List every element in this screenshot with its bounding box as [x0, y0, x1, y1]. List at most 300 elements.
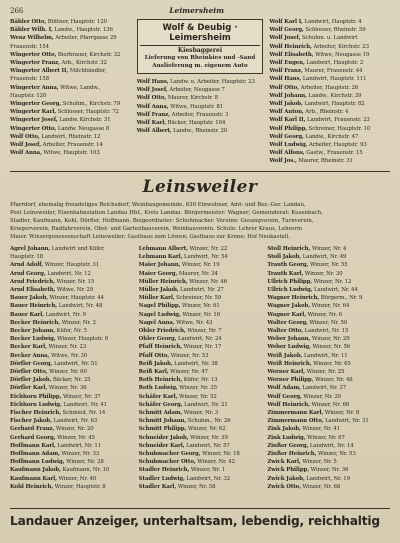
entry-details: Schuhm. u. Landwirt — [300, 35, 358, 42]
directory-entry — [267, 245, 390, 253]
entry-details: Maurer, Rheinstr. 31 — [296, 158, 353, 165]
directory-entry — [137, 103, 264, 111]
description-line: Stadler, Kaufmann, Kohl, Dörfler, Hoffmann. Beigeordneter: Schuhmacher. Vereine: Gesangverein, Turnverein, — [10, 218, 314, 224]
entry-details: Schlosser, Hauptstr. 72 — [56, 109, 119, 116]
entry-name: Bauer Karl, — [10, 311, 44, 318]
directory-entry — [139, 360, 262, 368]
entry-name: Trauth Karl, — [267, 270, 304, 277]
entry-name: Wenz Wilhelm, — [10, 35, 54, 42]
entry-details: Winzer, Hauptstr. 6 — [55, 336, 109, 343]
directory-entry — [139, 466, 262, 474]
directory-entry — [139, 376, 262, 384]
entry-name: Weber Ludwig, — [267, 344, 311, 351]
directory-entry — [10, 26, 131, 34]
entry-details: Landwirt, Nr. 27 — [178, 287, 224, 294]
entry-details: Landwirt, Nr. 21 — [182, 401, 228, 408]
directory-entry — [10, 425, 133, 433]
entry-details: Landw., Kirchstr. 47 — [303, 133, 359, 140]
directory-entry — [269, 59, 390, 67]
directory-entry — [267, 409, 390, 417]
entry-details: Winzer, Nr. 29 — [310, 336, 350, 343]
entry-details: Winzer, Nr. 62 — [186, 426, 226, 433]
entry-details: Winzer, Nr. 60 — [47, 369, 87, 376]
directory-entry — [139, 253, 262, 261]
entry-details: Winzer, Nr. 36 — [47, 385, 87, 392]
description-line: Pfarrdorf, ehemalig freiadeliges Reichsdorf, Weinbaugemeinde, 630 Einwohner, Amt- und Bez.-Ger. Landau, — [10, 202, 306, 208]
entry-name: Nagel Anna, — [138, 319, 175, 326]
directory-entry — [10, 466, 133, 474]
directory-entry — [139, 450, 262, 458]
entry-name: Ohler Friedrich, — [138, 328, 186, 335]
entry-details: Landw. u. Arbeiter, Hauptstr. 23 — [168, 79, 255, 85]
entry-details: Maurer, Kirchstr. 8 — [166, 95, 218, 102]
entry-details: Winzer, Nr. 2 — [60, 319, 96, 326]
entry-name: Weiß Jakob, — [267, 352, 303, 359]
entry-details: Maurer, Frauenstr. 44 — [302, 68, 363, 75]
entry-name: Zimmermann Karl, — [267, 410, 324, 417]
directory-entry — [269, 75, 390, 83]
entry-name: Stoll Jakob, — [267, 254, 302, 261]
entry-details: Landwirt, Hauptstr. 4 — [302, 19, 362, 25]
entry-name: Zwick Karl, — [267, 459, 301, 466]
entry-name: Arnd Georg, — [10, 270, 46, 277]
entry-details: Winzer, Nr. 7 — [185, 328, 222, 335]
entry-details: Landwirt, Nr. 11 — [55, 442, 102, 449]
entry-name: Wolf Hans, — [136, 79, 169, 85]
directory-entry — [269, 43, 390, 51]
entry-name: Hoffmann Adam, — [10, 451, 60, 458]
entry-details: Arbeiter, Pfarrgasse 29 — [53, 35, 117, 42]
entry-details: Winzer, Hauptstr. 44 — [47, 295, 104, 302]
entry-name: Walter Georg, — [267, 319, 308, 326]
directory-entry — [10, 360, 133, 368]
entry-details: Winzer, Nr. 58 — [176, 483, 216, 490]
entry-details: Winzer, Nr. 5 — [300, 459, 337, 466]
directory-entry — [269, 133, 390, 141]
entry-details: Küfer, Nr. 5 — [55, 328, 87, 335]
entry-details: Winzer, Nr. 40 — [56, 475, 97, 482]
entry-name: Wingerter Anna, — [10, 84, 59, 91]
directory-entry — [139, 352, 262, 360]
entry-name: Wolf Alfons, — [269, 150, 305, 157]
ad-firm-name: Wolf & Deubig · Leimersheim — [140, 23, 261, 46]
entry-name: Kaufmann Jakob, — [10, 467, 61, 474]
entry-name: Eichhorn Ludwig, — [10, 401, 62, 408]
directory-entry — [10, 133, 131, 141]
directory-entry — [10, 116, 131, 124]
entry-name: Wolf Otto, — [136, 95, 167, 102]
entry-name: Dörfler Georg, — [10, 360, 53, 367]
entry-details: Witwe, Nr. 30 — [49, 352, 88, 359]
directory-entry — [267, 311, 390, 319]
entry-details: Büttner, Hauptstr. 120 — [46, 19, 108, 25]
directory-entry — [10, 319, 133, 327]
entry-details: Landwirt, Nr. 19 — [304, 475, 350, 482]
entry-details: Schreiner, Nr. 59 — [174, 295, 222, 302]
entry-name: Wagner Heinrich, — [267, 295, 320, 302]
directory-entry — [139, 442, 262, 450]
entry-name: Lehmann Karl, — [138, 254, 183, 261]
entry-details: Landw. Neugasse 8 — [56, 125, 110, 132]
entry-name: Zimmermann Otto, — [267, 418, 324, 425]
entry-name: Wingerter Albert II, — [10, 68, 69, 75]
entry-name: Kaufmann Karl, — [10, 475, 57, 482]
page-title: Leimersheim — [169, 6, 225, 15]
column-top-right — [269, 18, 390, 168]
entry-name: Wolf Johann, — [269, 92, 307, 99]
description-line: Kriegerverein, Radfahrverein, Obst- und Gartenbauverein, Weinbauverein. Schule: Lehrer Kraus, Lehrerin — [10, 226, 303, 232]
directory-entry — [267, 360, 390, 368]
directory-entry — [10, 34, 131, 42]
entry-name: Becker Heinrich, — [10, 319, 61, 326]
entry-name: Agrel Johann, — [10, 246, 51, 252]
entry-details: Hauptstr. 120 — [10, 92, 47, 99]
directory-entry — [10, 384, 133, 392]
entry-details: Landwirt, Hauptstr. 111 — [301, 76, 367, 83]
entry-details: Milchhändler, — [68, 68, 107, 75]
directory-entry — [269, 18, 390, 26]
directory-entry — [269, 116, 390, 124]
entry-details: Landwirt, Nr. 54 — [182, 254, 228, 261]
directory-entry — [10, 286, 133, 294]
entry-name: Fischer Jakob, — [10, 418, 52, 425]
entry-name: Stadler Heinrich, — [138, 467, 190, 474]
entry-details: Landwirt, Nr. 31 — [323, 418, 369, 425]
directory-entry — [267, 483, 390, 491]
directory-entry — [10, 393, 133, 401]
entry-details: Winzer, Nr. 48 — [313, 377, 353, 384]
entry-details: Bäcker, Nr. 25 — [51, 377, 91, 384]
entry-name: Schneider Jakob, — [138, 434, 189, 441]
entry-details: Arbeiter, Kirchstr. 23 — [311, 43, 369, 50]
directory-entry — [139, 245, 262, 253]
directory-entry — [267, 384, 390, 392]
directory-entry — [10, 327, 133, 335]
entry-name: Wingerter Karl, — [10, 109, 57, 116]
directory-entry — [269, 51, 390, 59]
entry-name: Gerhard Georg, — [10, 434, 56, 441]
directory-entry — [139, 278, 262, 286]
entry-details: Landwirt, Nr. 49 — [301, 254, 347, 261]
directory-entry — [267, 458, 390, 466]
entry-name: Müller Jakob, — [138, 287, 179, 294]
entry-details: Witwe, Neugasse 19 — [313, 51, 370, 58]
directory-entry — [267, 352, 390, 360]
entry-name: Arnd Friedrich, — [10, 278, 55, 285]
page-number: 266 — [10, 7, 24, 15]
directory-entry — [269, 84, 390, 92]
entry-name: Wolf Hans, — [269, 76, 302, 83]
entry-name: Bauer Heinrich, — [10, 303, 58, 310]
directory-entry — [137, 127, 264, 135]
entry-details: Arbeiter, Neugasse 7 — [167, 87, 225, 94]
directory-entry — [10, 302, 133, 310]
entry-name: Arnd Adolf, — [10, 262, 44, 269]
directory-entry — [10, 43, 131, 51]
entry-details: Witwe, Hauptstr. 103 — [41, 150, 100, 157]
entry-details: Winzer, Nr. 66 — [309, 401, 350, 408]
top-section — [10, 18, 390, 168]
entry-name: Wolf Josef, — [269, 35, 301, 42]
entry-name: Gerhard Franz, — [10, 426, 55, 433]
entry-details: Winzer, Hauptstr. 8 — [53, 483, 106, 490]
entry-details: Winzer, Nr. 45 — [55, 434, 95, 441]
entry-name: Ullrich Ludwig, — [267, 287, 313, 294]
directory-entry — [10, 409, 133, 417]
directory-entry — [139, 434, 262, 442]
entry-details: Arb., Rheinstr. 4 — [303, 109, 349, 116]
column-top-left — [10, 18, 131, 168]
entry-details: Winzer, Nr. 20 — [54, 426, 94, 433]
directory-entry — [267, 319, 390, 327]
directory-entry — [269, 26, 390, 34]
directory-entry — [10, 84, 131, 92]
directory-entry — [10, 278, 133, 286]
entry-details: Landwirt, Nr. 15 — [303, 328, 349, 335]
directory-entry — [139, 425, 262, 433]
entry-details: Winzer, Nr. 53 — [169, 352, 209, 359]
entry-details: Winzer, Nr. 37 — [61, 393, 101, 400]
directory-entry — [10, 434, 133, 442]
entry-details: Winzer, Nr. 22 — [187, 246, 228, 252]
entry-name: Wolf Eugen, — [269, 60, 305, 67]
entry-name: Bähler Otto, — [10, 19, 47, 25]
entry-details: Winzer, Nr. 33 — [59, 451, 100, 458]
directory-entry — [267, 253, 390, 261]
description-line: Maier. Winzergenossenschaft Leinsweiler; Gasthaus zum Löwen; Gasthaus zur Krone; Hof Neukastell. — [10, 234, 290, 240]
directory-entry — [10, 149, 131, 157]
directory-entry — [10, 368, 133, 376]
entry-name: Dörfler Karl, — [10, 385, 48, 392]
entry-details: Winzer, Nr. 61 — [180, 303, 220, 310]
entry-name: Reiß Jakob, — [138, 360, 173, 367]
entry-details: Maurer, Nr. 34 — [177, 270, 218, 277]
entry-name: Pfaff Heinrich, — [138, 344, 183, 351]
entry-name: Bähler Wilh. I, — [10, 27, 53, 34]
entry-name: Zinßer Heinrich, — [267, 451, 317, 458]
directory-entry — [10, 401, 133, 409]
entry-details: Winzer, Nr. 30 — [303, 270, 343, 277]
entry-details: Landwirt, Nr. 63 — [51, 418, 98, 425]
entry-name: Müller Heinrich, — [138, 278, 188, 285]
entry-details: Winzer, Nr. 16 — [180, 311, 221, 318]
directory-entry — [10, 75, 131, 83]
entry-name: Schneider Karl, — [138, 442, 185, 449]
entry-details: Landwirt, Nr. 11 — [302, 352, 348, 359]
entry-details: Landwirt, Nr. 37 — [300, 385, 347, 392]
entry-name: Schäfer Georg, — [138, 401, 183, 408]
directory-entry — [267, 368, 390, 376]
directory-entry — [139, 458, 262, 466]
directory-entry — [137, 78, 264, 86]
entry-name: Schmitt Philipp, — [138, 426, 187, 433]
directory-entry — [10, 343, 133, 351]
entry-name: Zink Jakob, — [267, 426, 301, 433]
directory-entry — [10, 294, 133, 302]
directory-entry — [10, 417, 133, 425]
entry-name: Dörfler Otto, — [10, 369, 48, 376]
entry-details: Witwe, Nr. 29 — [55, 287, 94, 294]
entry-details: Hauptstr. 18 — [10, 254, 44, 261]
directory-entry — [10, 483, 133, 491]
entry-name: Bauer Jakob, — [10, 295, 48, 302]
entry-details: Winzer, Nr. 19 — [180, 262, 220, 269]
entry-name: Ullrich Philipp, — [267, 278, 313, 285]
ad-subtitle: Kiesbaggerei — [177, 47, 223, 54]
entry-details: Landw., Kirchstr. 39 — [306, 92, 362, 99]
entry-name: Becker Ludwig, — [10, 336, 56, 343]
directory-entry — [10, 67, 131, 75]
directory-entry — [267, 302, 390, 310]
directory-entry — [267, 442, 390, 450]
entry-details: Landwirt, Nr. 38 — [172, 360, 218, 367]
entry-name: Becker Anna, — [10, 352, 50, 359]
entry-details: Winzer, Nr. 1 — [189, 467, 226, 474]
town-heading: Leinsweiler — [142, 177, 258, 197]
entry-details: Landwirt, Nr. 57 — [184, 442, 230, 449]
entry-details: Winzer, Nr. 35 — [177, 385, 217, 392]
entry-details: Schuhm., Kirchstr. 79 — [61, 101, 121, 108]
directory-entry — [267, 343, 390, 351]
entry-details: Winzer, Nr. 56 — [310, 344, 351, 351]
directory-entry — [267, 327, 390, 335]
directory-entry — [139, 335, 262, 343]
directory-entry — [10, 261, 133, 269]
directory-entry — [267, 434, 390, 442]
directory-entry — [137, 94, 264, 102]
entry-details: Landwirt, Nr. 51 — [52, 360, 98, 367]
entry-name: Weiß Heinrich, — [267, 360, 312, 367]
entry-details: Winzer, Nr. 47 — [168, 369, 208, 376]
directory-entry — [139, 302, 262, 310]
directory-entry — [267, 401, 390, 409]
directory-entry — [139, 393, 262, 401]
entry-details: Winzer, Nr. 42 — [195, 459, 235, 466]
ad-line: Lieferung von Rheinkies und -Sand — [144, 55, 256, 61]
entry-details: Winzer, Nr. 17 — [182, 344, 222, 351]
entry-name: Müller Karl, — [138, 295, 175, 302]
entry-details: Landw., Hauptstr. 136 — [52, 27, 113, 34]
directory-entry — [267, 475, 390, 483]
directory-entry — [267, 294, 390, 302]
entry-details: Landwirt, Hauptstr. 2 — [304, 60, 364, 67]
directory-entry — [10, 352, 133, 360]
entry-details: Arb., Kirchstr. 32 — [59, 60, 107, 67]
entry-name: Roth Ludwig, — [138, 385, 178, 392]
entry-name: Wolf Jos., — [269, 158, 297, 165]
entry-name: Lehmann Albert, — [138, 246, 188, 252]
entry-name: Wolf Heinrich, — [267, 401, 310, 408]
entry-name: Wolf Heinrich, — [269, 43, 312, 50]
column-bottom-mid — [139, 245, 262, 493]
directory-entry — [139, 270, 262, 278]
entry-name: Schmitt Adam, — [138, 410, 183, 417]
directory-entry — [267, 376, 390, 384]
entry-details: Winzer, Nr. 68 — [300, 483, 341, 490]
entry-name: Becker Karl, — [10, 344, 47, 351]
entry-details: Witwe, Nr. 43 — [174, 319, 213, 326]
column-bottom-left — [10, 245, 133, 493]
entry-name: Hoffmann Karl, — [10, 442, 56, 449]
entry-name: Wingerter Franz, — [10, 60, 60, 67]
entry-details: Schuhm., Nr. 26 — [186, 418, 231, 425]
directory-entry — [139, 483, 262, 491]
entry-details: Arbeiter, Frauenstr. 14 — [41, 142, 103, 149]
entry-name: Zwick Philipp, — [267, 467, 309, 474]
entry-details: Winzer, Nr. 23 — [46, 344, 87, 351]
entry-name: Wagner Jakob, — [267, 303, 310, 310]
directory-entry — [267, 417, 390, 425]
entry-name: Maier Johann, — [138, 262, 181, 269]
entry-details: Landwirt, Nr. 32 — [184, 475, 231, 482]
entry-details: Landwirt, Nr. 41 — [61, 401, 107, 408]
directory-entry — [10, 311, 133, 319]
directory-entry — [269, 92, 390, 100]
description-line: Post Leinsweiler, Eisenbahnstation Landau Hbf., Kreis Landau. Bürgermeister: Wagner; Gemeinderat: Kusenbach, — [10, 210, 323, 216]
entry-details: Arbeiter, Hauptstr. 26 — [298, 84, 359, 91]
directory-entry — [269, 67, 390, 75]
entry-name: Wolf Ludwig, — [269, 142, 308, 149]
directory-entry — [269, 125, 390, 133]
entry-name: Stoll Heinrich, — [267, 246, 311, 252]
entry-name: Roth Heinrich, — [138, 377, 183, 384]
entry-name: Werner Karl, — [267, 369, 306, 376]
entry-details: Winzer, Nr. 39 — [188, 434, 228, 441]
directory-entry — [269, 141, 390, 149]
entry-name: Nagel Ludwig, — [138, 311, 181, 318]
entry-name: Wolf Anna, — [136, 103, 169, 110]
directory-entry — [269, 157, 390, 165]
entry-name: Walter Otto, — [267, 328, 304, 335]
entry-details: Landwirt, Nr. 44 — [312, 287, 358, 294]
entry-name: Pfaff Otto, — [138, 352, 170, 359]
entry-name: Wingerter Otto, — [10, 125, 57, 132]
entry-details: Witwe, Hauptstr. 81 — [168, 103, 223, 110]
directory-entry — [139, 319, 262, 327]
entry-name: Schmitt Johann, — [138, 418, 187, 425]
entry-details: Bäcker, Hauptstr. 104 — [166, 120, 226, 127]
entry-name: Zwick Otto, — [267, 483, 301, 490]
entry-details: Winzer, Nr. 50 — [307, 319, 348, 326]
entry-details: Landw. Kirchstr. 31 — [57, 117, 111, 124]
directory-entry — [139, 401, 262, 409]
entry-name: Eichhorn Philipp, — [10, 393, 62, 400]
directory-entry — [139, 261, 262, 269]
directory-entry — [10, 18, 131, 26]
directory-entry — [269, 34, 390, 42]
column-top-mid-list — [137, 78, 264, 135]
entry-name: Schäfer Karl, — [138, 393, 178, 400]
entry-details: Gastw., Frauenstr. 15 — [304, 150, 363, 157]
entry-name: Becker Johann, — [10, 328, 56, 335]
directory-entry — [139, 327, 262, 335]
directory-entry — [139, 417, 262, 425]
directory-entry — [269, 100, 390, 108]
entry-details: Winzer, Nr. 28 — [64, 459, 104, 466]
entry-details: Kaufmann, Nr. 10 — [60, 467, 110, 474]
entry-name: Wolf Karl, — [136, 120, 167, 127]
entry-name: Zwick Jakob, — [267, 475, 305, 482]
entry-name: Weber Johann, — [267, 336, 311, 343]
entry-name: Wingerter Josef, — [10, 117, 58, 124]
directory-entry — [10, 376, 133, 384]
directory-entry — [10, 108, 131, 116]
entry-details: Arbeiter, Hauptstr. 93 — [307, 142, 367, 149]
entry-details: Winzer, Nr. 3 — [182, 410, 219, 417]
entry-name: Fischer Heinrich, — [10, 410, 62, 417]
directory-entry — [10, 475, 133, 483]
entry-name: Wolf Georg, — [269, 133, 304, 140]
